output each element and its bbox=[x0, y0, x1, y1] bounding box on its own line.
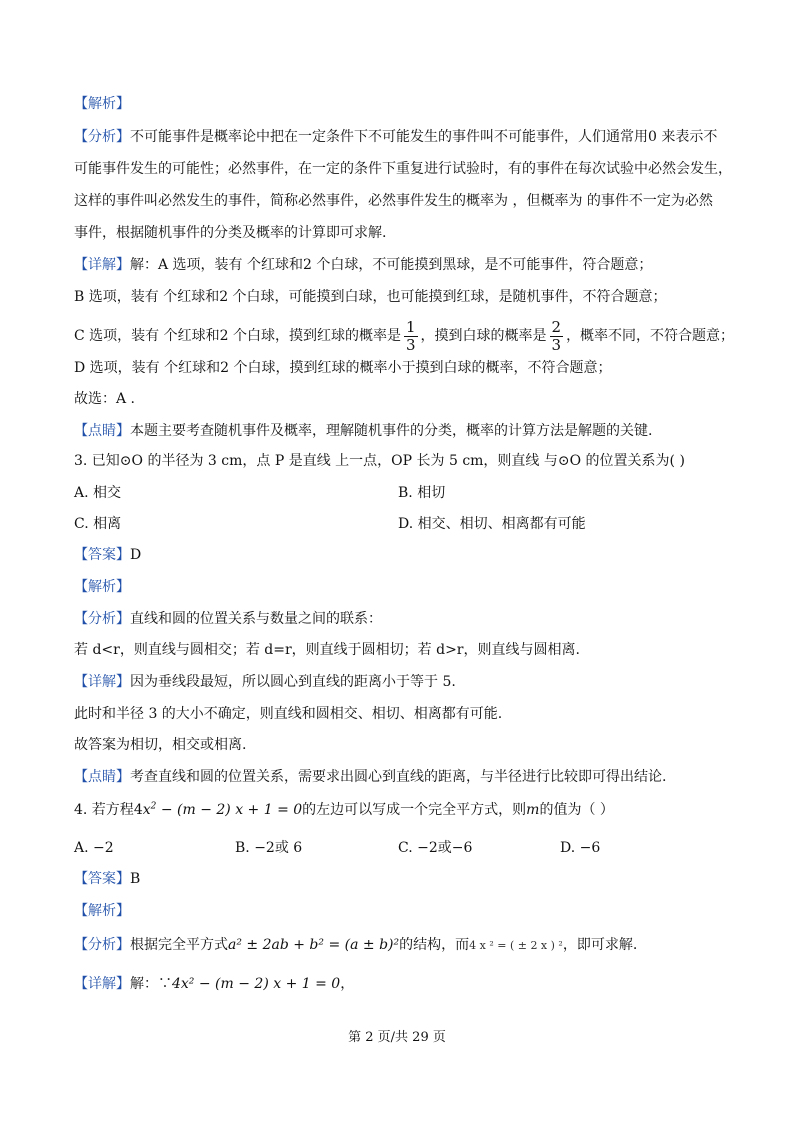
option-b-text: B. 相切 bbox=[398, 485, 446, 501]
xiangjie-text-5: 故选：A . bbox=[74, 391, 136, 407]
question-4-answer bbox=[74, 869, 140, 889]
question-4-text-a: 4. 若方程 bbox=[74, 802, 134, 818]
fraction-denominator: 3 bbox=[551, 335, 562, 354]
fenxi-line-1 bbox=[74, 127, 717, 147]
question-4-stem bbox=[74, 800, 614, 820]
xiangjie-text-3: 故答案为相切，相交或相离. bbox=[74, 737, 247, 753]
question-4-xiangjie bbox=[74, 974, 354, 994]
option-a-text: A. 相交 bbox=[74, 485, 122, 501]
fenxi-tag: 【分析】 bbox=[74, 611, 130, 627]
question-3-option-a bbox=[74, 483, 121, 503]
eq-variable: x bbox=[142, 802, 151, 818]
xiangjie-tag: 【详解】 bbox=[74, 674, 130, 690]
eq-rest: − (m − 2) x + 1 = 0 bbox=[156, 802, 303, 818]
xiangjie-text-1: 因为垂线段最短，所以圆心到直线的距离小于等于 5. bbox=[130, 674, 456, 690]
option-d-text: D. 相交、相切、相离都有可能 bbox=[398, 516, 586, 532]
xiangjie-text-a: 解： bbox=[130, 976, 158, 992]
fenxi-formula: a² ± 2ab + b² = (a ± b)² bbox=[228, 937, 400, 953]
fenxi-text-4: 事件，根据随机事件的分类及概率的计算即可求解. bbox=[74, 225, 387, 241]
fenxi-tag: 【分析】 bbox=[74, 937, 130, 953]
question-3-fenxi-2 bbox=[74, 640, 580, 660]
question-3-fenxi bbox=[74, 609, 382, 629]
xiangjie-tail: ， bbox=[340, 976, 355, 992]
question-3-option-c bbox=[74, 514, 121, 534]
fenxi-text-2: 若 d<r，则直线与圆相交；若 d=r，则直线于圆相切；若 d>r，则直线与圆相离. bbox=[74, 642, 580, 658]
dianjing-tag: 【点睛】 bbox=[74, 769, 130, 785]
option-c-value-2: −6 bbox=[451, 840, 473, 856]
xiangjie-line-2 bbox=[74, 287, 667, 307]
fenxi-text-2: 可能事件发生的可能性；必然事件，在一定的条件下重复进行试验时，有的事件在每次试验中必然会发生， bbox=[74, 161, 732, 177]
analysis-tag: 【解析】 bbox=[74, 903, 130, 919]
question-3-analysis-heading bbox=[74, 577, 130, 597]
question-4-variable-m: m bbox=[526, 802, 540, 818]
fenxi-text-b: 的结构，而 bbox=[399, 937, 470, 953]
question-3-stem bbox=[74, 451, 685, 471]
fraction-one-third bbox=[404, 319, 418, 354]
option-c-label: C. bbox=[398, 840, 413, 856]
xiangjie-line-4 bbox=[74, 358, 611, 378]
fenxi-line-3 bbox=[74, 191, 713, 211]
option-b-label: B. bbox=[235, 840, 250, 856]
question-4-option-b bbox=[235, 838, 302, 858]
question-4-option-c bbox=[398, 838, 472, 858]
fraction-numerator: 2 bbox=[551, 317, 562, 336]
dianjing-tag: 【点睛】 bbox=[74, 423, 130, 439]
xiangjie-tag: 【详解】 bbox=[74, 976, 130, 992]
eq-coefficient: 4 bbox=[133, 802, 143, 818]
analysis-heading bbox=[74, 94, 130, 114]
page-footer: 第 2 页/共 29 页 bbox=[348, 1030, 446, 1045]
option-b-tail: 或 6 bbox=[274, 840, 303, 856]
option-a-value: −2 bbox=[93, 840, 114, 856]
xiangjie-text-2: 此时和半径 3 的大小不确定，则直线和圆相交、相切、相离都有可能. bbox=[74, 706, 503, 722]
question-3-xiangjie-3 bbox=[74, 735, 246, 755]
question-4-fenxi bbox=[74, 935, 637, 956]
question-4-option-a bbox=[74, 838, 114, 858]
xiangjie-text-3c: ，概率不同，不符合题意； bbox=[566, 328, 735, 344]
dianjing-line bbox=[74, 421, 652, 441]
option-c-value-1: −2 bbox=[417, 840, 438, 856]
fraction-denominator: 3 bbox=[405, 335, 416, 354]
fenxi-line-4 bbox=[74, 223, 386, 243]
xiangjie-text-1: 解：A 选项，装有 个红球和2 个白球，不可能摸到黑球，是不可能事件，符合题意； bbox=[130, 257, 653, 273]
fraction-numerator: 1 bbox=[405, 317, 416, 336]
fenxi-formula-2: 4 x ² = ( ± 2 x ) ² bbox=[469, 939, 563, 952]
question-4-equation bbox=[134, 802, 302, 818]
fraction-two-thirds bbox=[550, 319, 564, 354]
fenxi-text-a: 根据完全平方式 bbox=[130, 937, 228, 953]
because-symbol: ∵ bbox=[158, 976, 172, 992]
analysis-tag: 【解析】 bbox=[74, 96, 130, 112]
xiangjie-tag: 【详解】 bbox=[74, 257, 130, 273]
answer-value: D bbox=[130, 547, 142, 563]
question-3-xiangjie-1 bbox=[74, 672, 456, 692]
xiangjie-text-2: B 选项，装有 个红球和2 个白球，可能摸到白球，也可能摸到红球，是随机事件，不符合题意； bbox=[74, 289, 667, 305]
question-3-xiangjie-2 bbox=[74, 704, 502, 724]
option-a-label: A. bbox=[74, 840, 89, 856]
fenxi-text-c: ，即可求解. bbox=[562, 937, 638, 953]
xiangjie-text-3b: ，摸到白球的概率是 bbox=[420, 328, 547, 344]
fenxi-tag: 【分析】 bbox=[74, 129, 130, 145]
xiangjie-text-4: D 选项，装有 个红球和2 个白球，摸到红球的概率小于摸到白球的概率，不符合题意； bbox=[74, 360, 612, 376]
question-4-option-d bbox=[560, 838, 600, 858]
xiangjie-line-1 bbox=[74, 255, 652, 275]
question-4-analysis-heading bbox=[74, 901, 130, 921]
option-c-mid: 或 bbox=[437, 840, 452, 856]
option-c-text: C. 相离 bbox=[74, 516, 122, 532]
xiangjie-equation: 4x² − (m − 2) x + 1 = 0 bbox=[172, 976, 341, 992]
fenxi-text-3: 这样的事件叫必然发生的事件，简称必然事件，必然事件发生的概率为 ，但概率为 的事件不一定为必然 bbox=[74, 193, 713, 209]
option-b-value: −2 bbox=[254, 840, 275, 856]
fenxi-text: 直线和圆的位置关系与数量之间的联系： bbox=[130, 611, 382, 627]
question-3-text: 3. 已知⊙O 的半径为 3 cm，点 P 是直线 上一点，OP 长为 5 cm，则直线 与⊙O 的位置关系为( ) bbox=[74, 453, 685, 469]
answer-value: B bbox=[130, 871, 141, 887]
option-d-label: D. bbox=[560, 840, 576, 856]
question-4-text-b: 的左边可以写成一个完全平方式，则 bbox=[302, 802, 527, 818]
dianjing-text: 考查直线和圆的位置关系，需要求出圆心到直线的距离，与半径进行比较即可得出结论. bbox=[130, 769, 667, 785]
question-3-dianjing bbox=[74, 767, 666, 787]
fenxi-line-2 bbox=[74, 159, 732, 179]
question-4-text-c: 的值为（ ） bbox=[539, 802, 614, 818]
option-d-value: −6 bbox=[579, 840, 601, 856]
xiangjie-line-3 bbox=[74, 316, 734, 356]
analysis-tag: 【解析】 bbox=[74, 579, 130, 595]
eq-exponent: 2 bbox=[150, 801, 157, 812]
fenxi-text: 不可能事件是概率论中把在一定条件下不可能发生的事件叫不可能事件，人们通常用0 来表示不 bbox=[130, 129, 718, 145]
question-3-option-d bbox=[398, 514, 586, 534]
xiangjie-line-5 bbox=[74, 389, 135, 409]
answer-tag: 【答案】 bbox=[74, 871, 130, 887]
question-3-option-b bbox=[398, 483, 445, 503]
question-3-answer bbox=[74, 545, 141, 565]
dianjing-text: 本题主要考查随机事件及概率，理解随机事件的分类，概率的计算方法是解题的关键. bbox=[130, 423, 653, 439]
xiangjie-text-3a: C 选项，装有 个红球和2 个白球，摸到红球的概率是 bbox=[74, 328, 401, 344]
answer-tag: 【答案】 bbox=[74, 547, 130, 563]
